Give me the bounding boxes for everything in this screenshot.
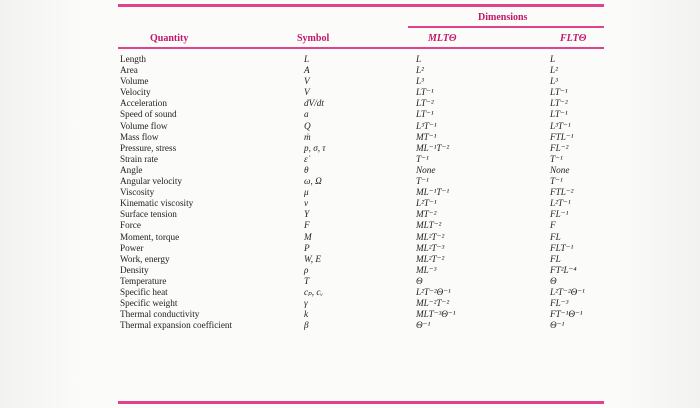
flt-dimension-cell: FLT⁻¹ xyxy=(550,242,574,253)
mlt-dimension-cell: L²T⁻²Θ⁻¹ xyxy=(416,286,451,297)
dimensions-group-header: Dimensions xyxy=(478,12,528,23)
flt-dimension-cell: Θ xyxy=(550,275,557,286)
symbol-cell: p, σ, τ xyxy=(304,142,326,153)
symbol-cell: A xyxy=(304,65,310,76)
quantity-cell: Thermal conductivity xyxy=(120,309,200,320)
symbol-cell: β xyxy=(304,320,309,331)
flt-dimension-cell: FL⁻¹ xyxy=(550,209,569,220)
mlt-dimension-cell: MT⁻² xyxy=(416,209,437,220)
quantity-cell: Surface tension xyxy=(120,209,177,220)
mlt-dimension-cell: ML²T⁻² xyxy=(416,253,445,264)
table-row xyxy=(118,176,608,187)
mlt-dimension-cell: ML⁻²T⁻² xyxy=(416,298,450,309)
flt-dimension-cell: FL xyxy=(550,231,561,242)
bottom-rule xyxy=(118,401,604,404)
table-row xyxy=(118,165,608,176)
symbol-cell: ρ xyxy=(304,264,309,275)
symbol-cell: ṁ xyxy=(304,131,311,142)
symbol-cell: L xyxy=(304,54,310,64)
flt-dimension-cell: LT⁻¹ xyxy=(550,109,568,120)
quantity-cell: Velocity xyxy=(120,87,151,98)
flt-dimension-cell: L³T⁻¹ xyxy=(550,120,571,131)
flt-dimension-cell: L²T⁻¹ xyxy=(550,198,571,209)
mlt-dimension-cell: L³ xyxy=(416,76,424,87)
mlt-dimension-cell: ML²T⁻² xyxy=(416,231,445,242)
flt-dimension-cell: T⁻¹ xyxy=(550,176,563,187)
quantity-cell: Moment, torque xyxy=(120,231,180,242)
mlt-dimension-cell: MLT⁻³Θ⁻¹ xyxy=(416,309,456,320)
table-body xyxy=(118,54,608,331)
mlt-dimension-cell: MT⁻¹ xyxy=(416,131,437,142)
quantity-cell: Kinematic viscosity xyxy=(120,198,194,209)
symbol-cell: cₚ, cᵥ xyxy=(304,286,323,297)
flt-dimension-cell: FTL⁻¹ xyxy=(550,131,574,142)
mlt-dimension-cell: LT⁻² xyxy=(416,98,434,109)
table-row xyxy=(118,154,608,165)
table-row xyxy=(118,87,608,98)
symbol-cell: P xyxy=(304,242,310,253)
top-rule xyxy=(118,4,604,7)
table-row xyxy=(118,320,608,331)
quantity-cell: Temperature xyxy=(120,275,167,286)
table-row xyxy=(118,298,608,309)
mlt-dimension-cell: ML²T⁻³ xyxy=(416,242,445,253)
flt-dimension-cell: Θ⁻¹ xyxy=(550,320,565,331)
symbol-cell: Y xyxy=(304,209,310,220)
symbol-cell: ω, Ω xyxy=(304,176,322,187)
flt-dimension-cell: FT²L⁻⁴ xyxy=(550,264,577,275)
quantity-cell: Mass flow xyxy=(120,131,159,142)
table-row xyxy=(118,143,608,154)
flt-column-header: FLTΘ xyxy=(560,33,587,44)
mlt-dimension-cell: ML⁻¹T⁻¹ xyxy=(416,187,450,198)
table-row xyxy=(118,98,608,109)
flt-dimension-cell: None xyxy=(550,164,570,175)
table-row xyxy=(118,198,608,209)
mlt-dimension-cell: LT⁻¹ xyxy=(416,109,434,120)
dimensions-group-rule xyxy=(408,26,604,28)
table-row xyxy=(118,232,608,243)
symbol-cell: ε̇ xyxy=(304,153,308,164)
table-row xyxy=(118,121,608,132)
quantity-column-header: Quantity xyxy=(150,33,189,44)
quantity-cell: Thermal expansion coefficient xyxy=(120,320,233,331)
mlt-dimension-cell: None xyxy=(416,164,436,175)
flt-dimension-cell: LT⁻² xyxy=(550,98,568,109)
table-row xyxy=(118,265,608,276)
symbol-cell: V xyxy=(304,87,310,98)
mlt-dimension-cell: T⁻¹ xyxy=(416,153,429,164)
symbol-cell: dV/dt xyxy=(304,98,324,109)
quantity-cell: Specific weight xyxy=(120,298,178,309)
mlt-dimension-cell: Θ⁻¹ xyxy=(416,320,431,331)
quantity-cell: Volume xyxy=(120,76,149,87)
table-row xyxy=(118,109,608,120)
flt-dimension-cell: L xyxy=(550,54,556,64)
mlt-dimension-cell: L xyxy=(416,54,422,64)
flt-dimension-cell: L³ xyxy=(550,76,558,87)
symbol-cell: k xyxy=(304,309,309,320)
quantity-cell: Power xyxy=(120,242,144,253)
quantity-cell: Force xyxy=(120,220,141,231)
symbol-cell: M xyxy=(304,231,312,242)
quantity-cell: Strain rate xyxy=(120,153,159,164)
mlt-dimension-cell: L²T⁻¹ xyxy=(416,198,437,209)
table-row xyxy=(118,54,608,65)
flt-dimension-cell: LT⁻¹ xyxy=(550,87,568,98)
quantity-cell: Work, energy xyxy=(120,253,170,264)
flt-dimension-cell: FL⁻² xyxy=(550,142,569,153)
mlt-dimension-cell: T⁻¹ xyxy=(416,176,429,187)
table-row xyxy=(118,309,608,320)
symbol-cell: μ xyxy=(304,187,309,198)
quantity-cell: Length xyxy=(120,54,147,64)
symbol-cell: ν xyxy=(304,198,309,209)
table-row xyxy=(118,220,608,231)
mlt-column-header: MLTΘ xyxy=(428,33,457,44)
symbol-cell: Q xyxy=(304,120,311,131)
symbol-cell: V xyxy=(304,76,310,87)
symbol-cell: θ xyxy=(304,164,309,175)
table-row xyxy=(118,276,608,287)
mlt-dimension-cell: ML⁻¹T⁻² xyxy=(416,142,450,153)
flt-dimension-cell: L²T⁻²Θ⁻¹ xyxy=(550,286,585,297)
table-row xyxy=(118,287,608,298)
symbol-cell: W, E xyxy=(304,253,322,264)
quantity-cell: Viscosity xyxy=(120,187,155,198)
quantity-cell: Specific heat xyxy=(120,286,168,297)
quantity-cell: Acceleration xyxy=(120,98,167,109)
flt-dimension-cell: T⁻¹ xyxy=(550,153,563,164)
mlt-dimension-cell: Θ xyxy=(416,275,423,286)
table-row xyxy=(118,132,608,143)
table-row xyxy=(118,254,608,265)
symbol-cell: γ xyxy=(304,298,308,309)
symbol-cell: a xyxy=(304,109,309,120)
quantity-cell: Density xyxy=(120,264,149,275)
flt-dimension-cell: FTL⁻² xyxy=(550,187,574,198)
table-row xyxy=(118,76,608,87)
flt-dimension-cell: FT⁻¹Θ⁻¹ xyxy=(550,309,583,320)
symbol-cell: T xyxy=(304,275,310,286)
table-row xyxy=(118,65,608,76)
table-row xyxy=(118,187,608,198)
mlt-dimension-cell: L³T⁻¹ xyxy=(416,120,437,131)
mlt-dimension-cell: ML⁻³ xyxy=(416,264,437,275)
mlt-dimension-cell: LT⁻¹ xyxy=(416,87,434,98)
table-row xyxy=(118,209,608,220)
quantity-cell: Angle xyxy=(120,164,143,175)
mlt-dimension-cell: L² xyxy=(416,65,424,76)
flt-dimension-cell: L² xyxy=(550,65,558,76)
header-rule xyxy=(118,47,604,49)
flt-dimension-cell: FL xyxy=(550,253,561,264)
symbol-column-header: Symbol xyxy=(297,33,330,44)
flt-dimension-cell: FL⁻³ xyxy=(550,298,569,309)
quantity-cell: Area xyxy=(120,65,138,76)
quantity-cell: Angular velocity xyxy=(120,176,182,187)
quantity-cell: Volume flow xyxy=(120,120,168,131)
quantity-cell: Pressure, stress xyxy=(120,142,177,153)
mlt-dimension-cell: MLT⁻² xyxy=(416,220,442,231)
symbol-cell: F xyxy=(304,220,310,231)
quantity-cell: Speed of sound xyxy=(120,109,177,120)
flt-dimension-cell: F xyxy=(550,220,556,231)
table-row xyxy=(118,243,608,254)
